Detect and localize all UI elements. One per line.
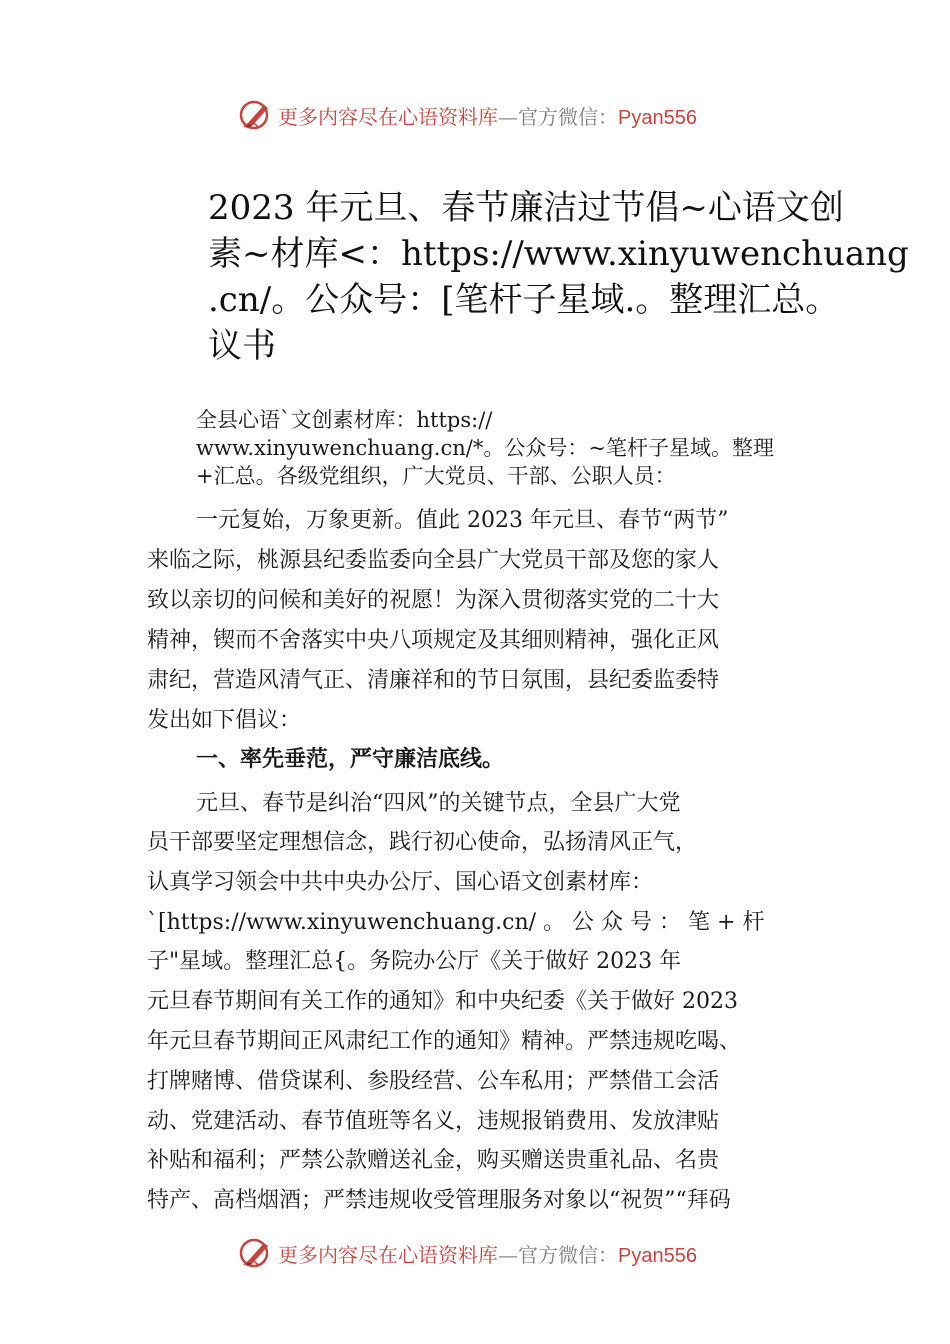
section-heading: 一、率先垂范，严守廉洁底线。	[196, 747, 505, 772]
header-banner	[0, 95, 950, 135]
paragraph-line: 元旦、春节是纠治“四风”的关键节点，全县广大党	[196, 791, 681, 816]
paragraph-line: 发出如下倡议：	[147, 708, 302, 733]
salutation-line: +汇总。各级党组织，广大党员、干部、公职人员：	[196, 464, 676, 488]
banner-title: 更多内容尽在心语资料库	[278, 1242, 498, 1267]
paragraph-line: 动、党建活动、春节值班等名义，违规报销费用、发放津贴	[147, 1109, 720, 1134]
paragraph-line: 特产、高档烟酒；严禁违规收受管理服务对象以“祝贺”“拜码	[147, 1188, 731, 1213]
paragraph-line: 员干部要坚定理想信念，践行初心使命，弘扬清风正气，	[147, 830, 698, 855]
pen-logo-icon	[238, 97, 274, 133]
banner-separator: —	[498, 1242, 518, 1267]
title-line: 议书	[208, 326, 276, 366]
banner-text	[278, 101, 697, 130]
paragraph-line: 补贴和福利；严禁公款赠送礼金，购买赠送贵重礼品、名贵	[147, 1148, 720, 1173]
wechat-id: Pyan556	[618, 106, 697, 129]
banner-separator: —	[498, 104, 518, 129]
title-line: .cn/。公众号：[笔杆子星域.。整理汇总。	[208, 280, 840, 320]
paragraph-line: 一元复始，万象更新。值此 2023 年元旦、春节“两节”	[196, 508, 729, 533]
paragraph-line: 元旦春节期间有关工作的通知》和中央纪委《关于做好 2023	[147, 989, 738, 1014]
pen-logo-icon	[238, 1235, 274, 1271]
paragraph-line: 精神，锲而不舍落实中央八项规定及其细则精神，强化正风	[147, 628, 720, 653]
document-title	[208, 185, 909, 369]
salutation-line: www.xinyuwenchuang.cn/*。公众号：~笔杆子星域。整理	[196, 436, 774, 460]
footer-banner	[0, 1233, 950, 1273]
wechat-label: 官方微信：	[518, 1242, 618, 1267]
paragraph-line: 打牌赌博、借贷谋利、参股经营、公车私用；严禁借工会活	[147, 1069, 720, 1094]
paragraph-line: 子"星域。整理汇总{。务院办公厅《关于做好 2023 年	[147, 949, 682, 974]
title-line: 2023 年元旦、春节廉洁过节倡~心语文创	[208, 188, 844, 228]
salutation-line: 全县心语`文创素材库：https://	[196, 408, 493, 432]
wechat-label: 官方微信：	[518, 104, 618, 129]
title-line: 素~材库<：https://www.xinyuwenchuang	[208, 234, 909, 274]
paragraph-line: 认真学习领会中共中央办公厅、国心语文创素材库：	[147, 870, 654, 895]
banner-title: 更多内容尽在心语资料库	[278, 104, 498, 129]
paragraph-line: 肃纪，营造风清气正、清廉祥和的节日氛围，县纪委监委特	[147, 668, 720, 693]
paragraph-line: 年元旦春节期间正风肃纪工作的通知》精神。严禁违规吃喝、	[147, 1029, 742, 1054]
paragraph-line: 致以亲切的问候和美好的祝愿！为深入贯彻落实党的二十大	[147, 588, 720, 613]
banner-text	[278, 1239, 697, 1268]
wechat-id: Pyan556	[618, 1244, 697, 1267]
paragraph-line: 来临之际，桃源县纪委监委向全县广大党员干部及您的家人	[147, 548, 720, 573]
paragraph-line: `[https://www.xinyuwenchuang.cn/ 。 公 众 号 ： 笔 + 杆	[147, 910, 765, 935]
